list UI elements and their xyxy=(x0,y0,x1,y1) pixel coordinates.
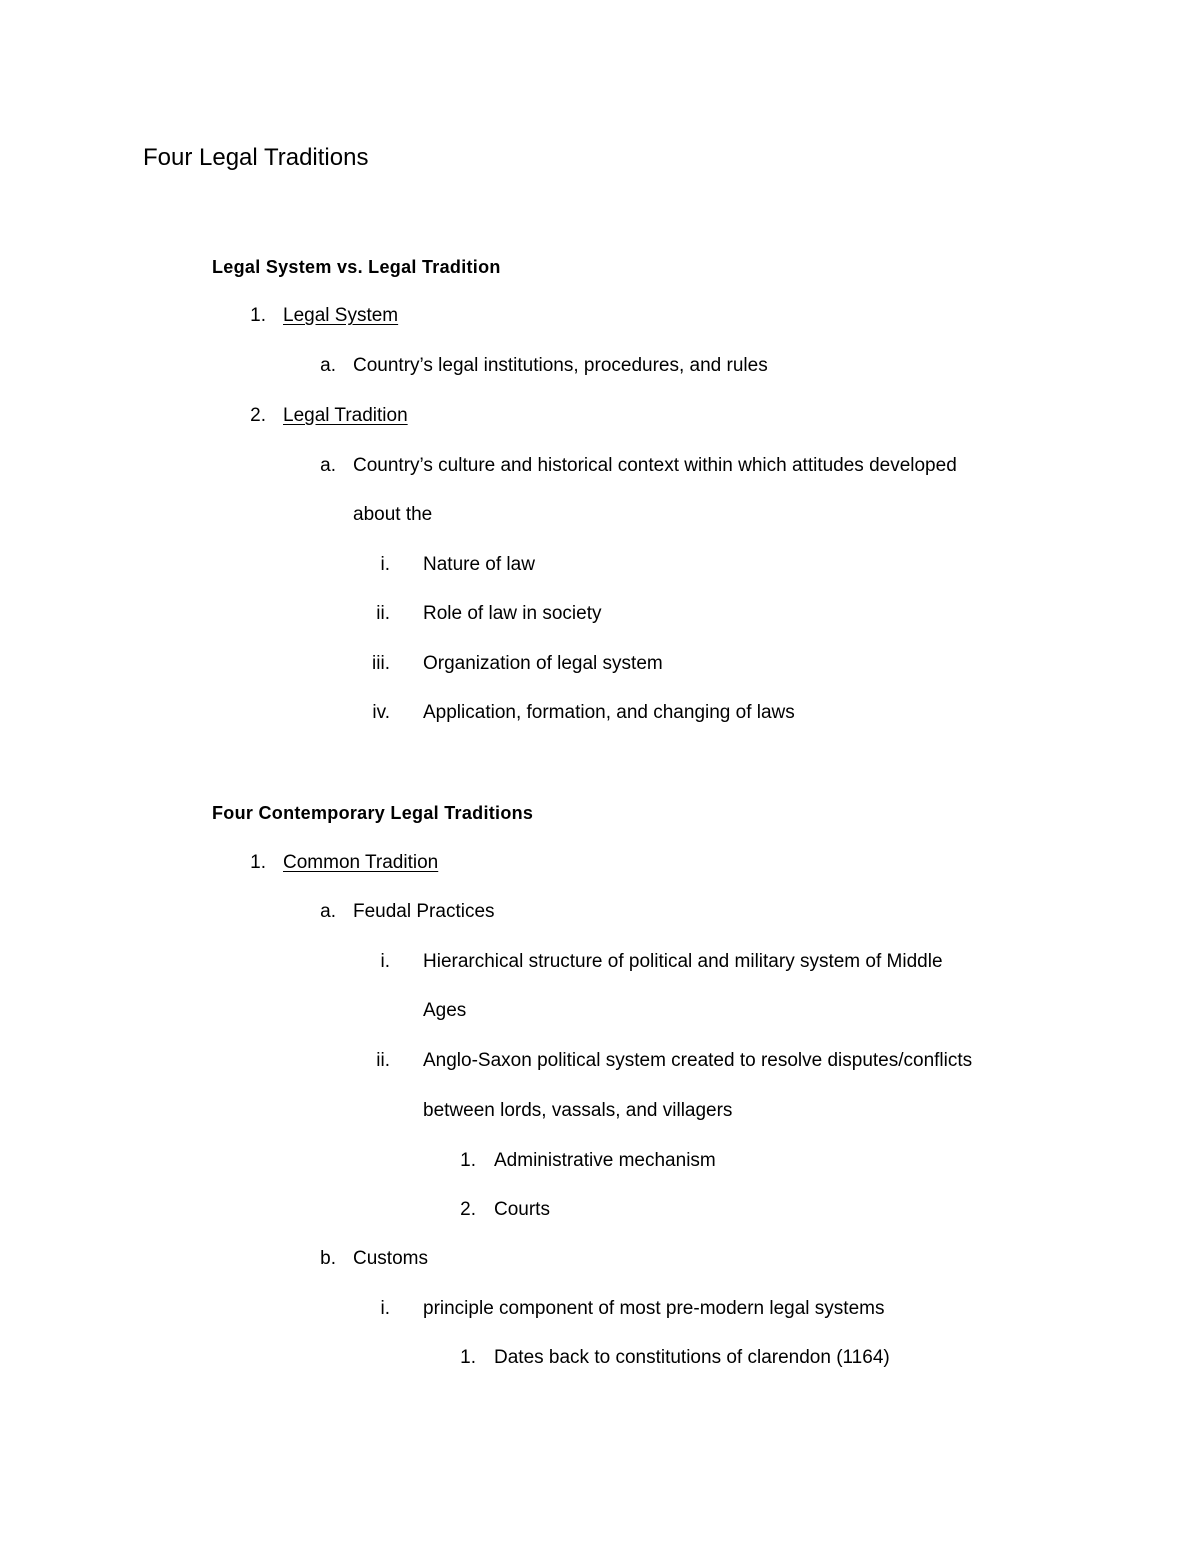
list-item-text: Application, formation, and changing of laws xyxy=(423,702,795,723)
list-marker: i. xyxy=(380,951,390,972)
list-marker: b. xyxy=(320,1248,336,1269)
list-item-label: Legal System xyxy=(283,305,399,326)
list-item-label: Legal Tradition xyxy=(283,405,408,426)
list-marker: 1. xyxy=(250,852,266,873)
list-marker: 1. xyxy=(460,1347,476,1368)
list-item-text: Ages xyxy=(423,1000,467,1021)
list-marker: 2. xyxy=(250,405,266,426)
section-heading-contemporary-traditions: Four Contemporary Legal Traditions xyxy=(212,803,534,823)
list-item-text: Courts xyxy=(494,1199,550,1220)
list-item-text: between lords, vassals, and villagers xyxy=(423,1100,733,1121)
list-item-text: Nature of law xyxy=(423,554,535,575)
list-marker: i. xyxy=(380,554,390,575)
list-item-text: about the xyxy=(353,504,433,525)
list-item-text: Role of law in society xyxy=(423,603,602,624)
list-item-text: Anglo-Saxon political system created to resolve disputes/conflicts xyxy=(423,1050,973,1071)
list-marker: 1. xyxy=(460,1150,476,1171)
list-marker: ii. xyxy=(376,603,390,624)
section-heading-legal-system-vs-tradition: Legal System vs. Legal Tradition xyxy=(212,257,501,277)
list-item-text: Country’s legal institutions, procedures, and rules xyxy=(353,355,768,376)
list-marker: a. xyxy=(320,355,336,376)
list-marker: ii. xyxy=(376,1050,390,1071)
list-item-text: Customs xyxy=(353,1248,428,1269)
list-item-text: Administrative mechanism xyxy=(494,1150,716,1171)
list-item-text: Feudal Practices xyxy=(353,901,495,922)
list-item-text: Country’s culture and historical context within which attitudes developed xyxy=(353,455,957,476)
list-marker: 2. xyxy=(460,1199,476,1220)
list-item-text: Hierarchical structure of political and military system of Middle xyxy=(423,951,943,972)
list-marker: 1. xyxy=(250,305,266,326)
list-marker: iv. xyxy=(372,702,390,723)
list-item-text: principle component of most pre-modern legal systems xyxy=(423,1298,885,1319)
list-item-label: Common Tradition xyxy=(283,852,439,873)
document-title: Four Legal Traditions xyxy=(143,144,369,171)
list-marker: a. xyxy=(320,455,336,476)
list-item-text: Dates back to constitutions of clarendon (1164) xyxy=(494,1347,890,1368)
list-marker: i. xyxy=(380,1298,390,1319)
list-item-text: Organization of legal system xyxy=(423,653,663,674)
list-marker: iii. xyxy=(372,653,390,674)
list-marker: a. xyxy=(320,901,336,922)
